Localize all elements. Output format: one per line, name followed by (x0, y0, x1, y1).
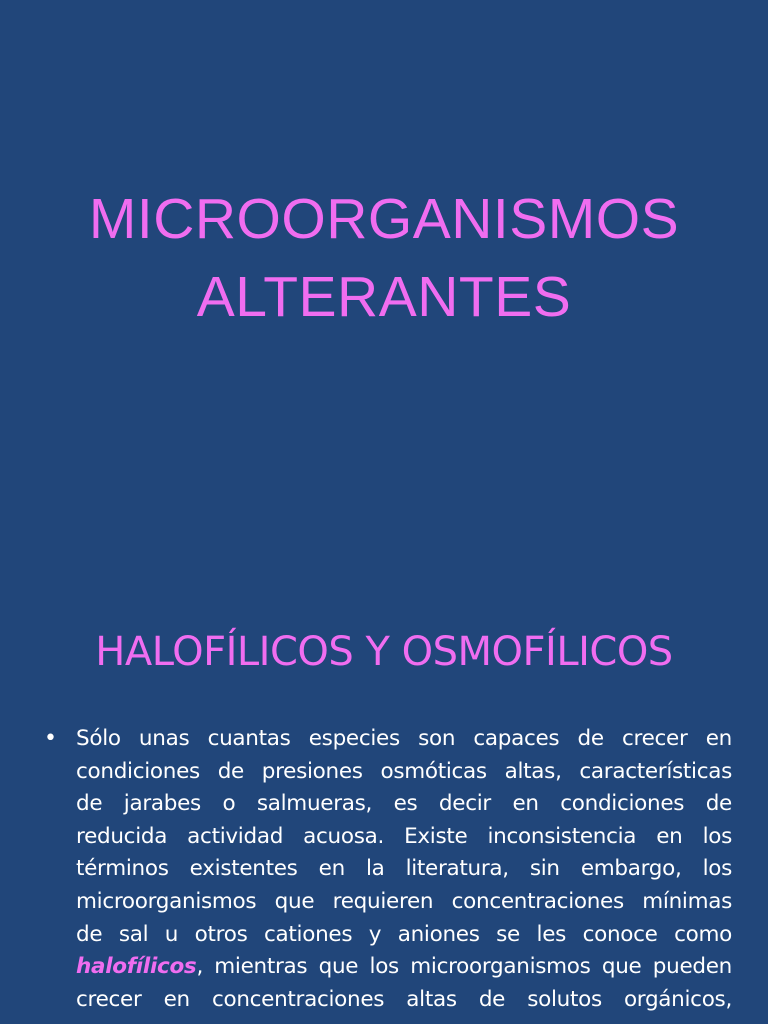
title-line-2: ALTERANTES (196, 265, 572, 329)
bullet-list (44, 723, 732, 1016)
bullet-paragraph (76, 723, 732, 1016)
bullet-marker: • (44, 726, 57, 751)
paragraph-line: reducida actividad acuosa. Existe inconsistencia en los (76, 823, 732, 849)
paragraph-line-with-term (76, 951, 732, 984)
slide-title (0, 180, 768, 336)
paragraph-line: de jarabes o salmueras, es decir en condiciones de (76, 791, 732, 817)
paragraph-line: Sólo unas cuantas especies son capaces de crecer en (76, 726, 732, 751)
paragraph-line: de sal u otros cationes y aniones se les conoce como (76, 921, 732, 947)
paragraph-line: términos existentes en la literatura, sin embargo, los (76, 856, 732, 882)
paragraph-line-rest: , mientras que los microorganismos que pueden (196, 954, 732, 980)
paragraph-line: microorganismos que requieren concentraciones mínimas (76, 888, 732, 914)
highlight-term: halofílicos (76, 954, 197, 980)
section-heading: HALOFÍLICOS Y OSMOFÍLICOS (95, 629, 673, 675)
paragraph-line: condiciones de presiones osmóticas altas, características (76, 758, 732, 784)
paragraph-line: crecer en concentraciones altas de solutos orgánicos, (76, 986, 732, 1012)
title-line-1: MICROORGANISMOS (88, 187, 680, 251)
